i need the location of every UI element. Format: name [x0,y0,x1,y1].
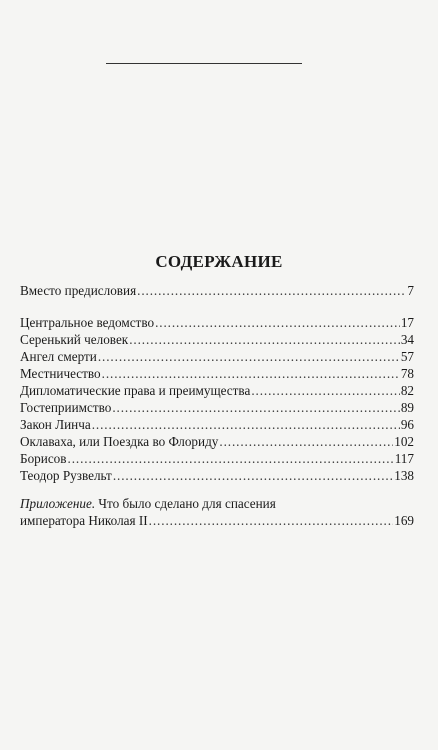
toc-leader-dots [112,400,399,416]
toc-entry-page: 89 [400,400,414,415]
toc-entry-page: 169 [394,513,414,528]
toc-appendix-title-part2: императора Николая II [20,513,148,528]
toc-entry [20,332,414,349]
toc-entry [20,315,414,332]
toc-entry [20,513,414,530]
toc-appendix-line1 [20,496,414,513]
toc-entry [20,451,414,468]
toc-entry-title: Ангел смерти [20,349,97,364]
toc-entry-page: 78 [400,366,414,381]
toc-entry-page: 34 [400,332,414,347]
toc-entry-title: Оклаваха, или Поездка во Флориду [20,434,219,449]
toc-entry [20,400,414,417]
toc-entry [20,434,414,451]
toc-entry-title: Местничество [20,366,101,381]
toc-leader-dots [102,366,400,382]
toc-entry-title: Борисов [20,451,67,466]
toc-entry [20,468,414,485]
toc-entry-title: Центральное ведомство [20,315,155,330]
toc-entry-page: 96 [400,417,414,432]
toc-appendix-title-part1: Что было сделано для спасения [95,496,276,511]
toc-appendix-label: Приложение. [20,496,96,511]
toc-entry-page: 7 [407,283,414,298]
toc-leader-dots [92,417,400,433]
toc-leader-dots [219,434,393,450]
toc-entry [20,349,414,366]
toc-leader-dots [155,315,400,331]
toc-leader-dots [68,451,394,467]
toc-leader-dots [113,468,393,484]
toc-entry-page: 117 [394,451,414,466]
toc-entry [20,383,414,400]
toc-entry-title: Гостеприимство [20,400,112,415]
toc-leader-dots [149,513,394,529]
toc-entry-title: Закон Линча [20,417,91,432]
toc-entry-page: 138 [394,468,414,483]
toc-entry [20,283,414,300]
toc-entry-page: 57 [400,349,414,364]
toc-leader-dots [251,383,399,399]
page-title: СОДЕРЖАНИЕ [155,252,283,271]
toc-entry-title: Вместо предисловия [20,283,137,298]
top-rule [106,63,302,64]
toc-entry-title: Дипломатические права и преимущества [20,383,251,398]
toc-entry-title: Серенький человек [20,332,129,347]
toc-entry-page: 17 [400,315,414,330]
toc-leader-dots [98,349,400,365]
toc-entry [20,417,414,434]
toc-entry-title: Теодор Рузвельт [20,468,112,483]
toc-leader-dots [137,283,406,299]
toc-entry-page: 82 [400,383,414,398]
toc-leader-dots [129,332,400,348]
toc-entry-page: 102 [394,434,414,449]
toc-entry [20,366,414,383]
